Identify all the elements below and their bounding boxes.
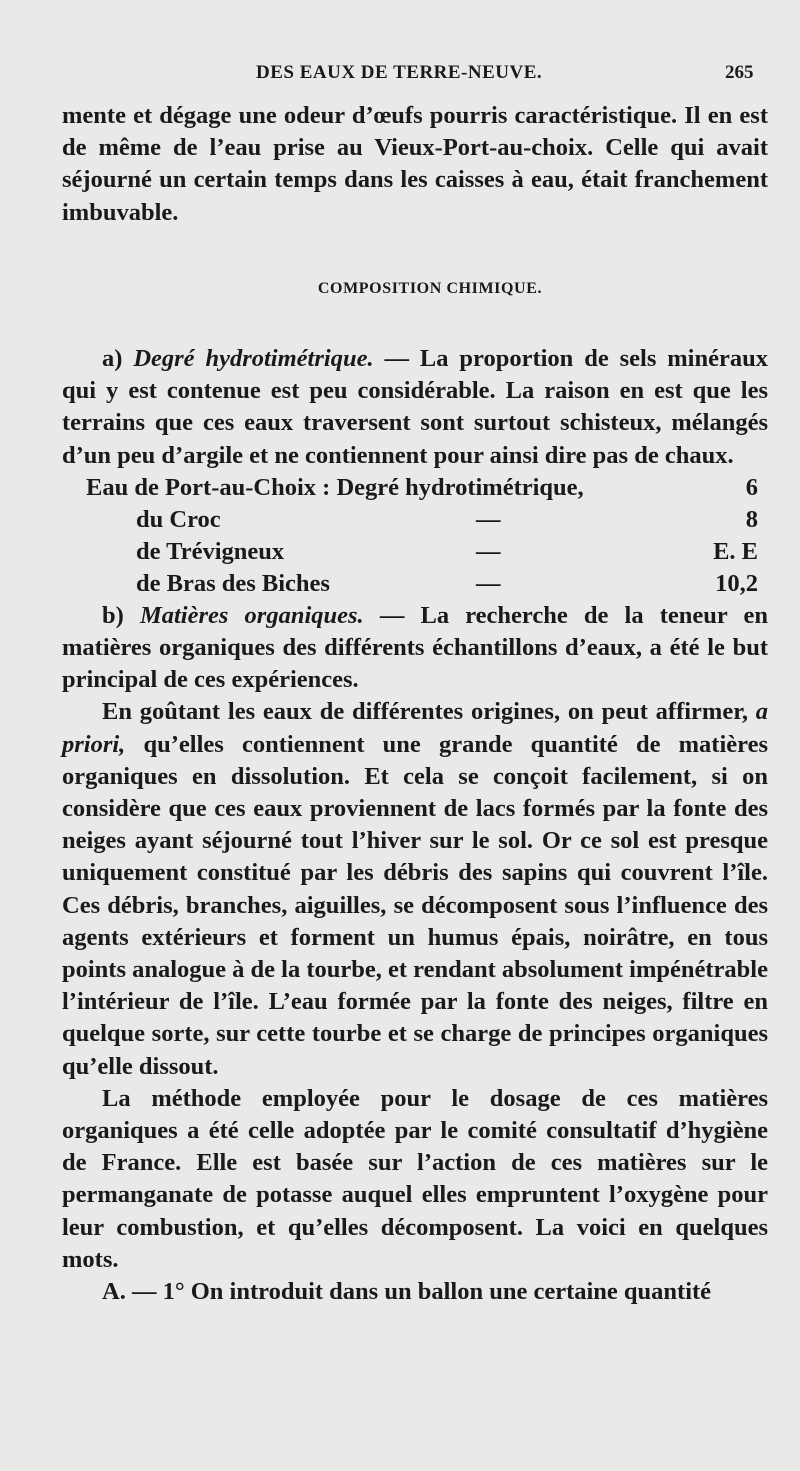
paragraph-method: La méthode employée pour le dosage de ces matières organiques a été celle adoptée par le comité consultatif d’hygiène de France. Elle est basée sur l’action de ces matières sur le permanganate de potasse auquel elles empruntent l’oxygène pour leur combustion, et qu’elles décomposent. La voici en quelques mots. — [62, 1084, 768, 1273]
paragraph-taste-before: En goûtant les eaux de différentes origines, on peut affirmer, — [102, 698, 756, 726]
table-row — [62, 472, 768, 504]
page-number: 265 — [725, 62, 754, 83]
paragraph-a: A. — 1° On introduit dans un ballon une certaine quantité — [102, 1278, 712, 1306]
paragraph-section-b — [62, 600, 768, 697]
table-row-label: Eau de Port-au-Choix : Degré hydrotimétrique, — [86, 473, 584, 501]
section-heading: COMPOSITION CHIMIQUE. — [317, 279, 543, 297]
paragraph-section-a — [62, 343, 768, 472]
paragraph-taste — [62, 696, 768, 1082]
page-body — [62, 100, 768, 1308]
running-title: DES EAUX DE TERRE-NEUVE. — [256, 62, 543, 83]
paragraph-continuation: mente et dégage une odeur d’œufs pourris caractéristique. Il en est de même de l’eau prise au Vieux-Port-au-choix. Celle qui avait séjourné un certain temps dans les caisses à eau, était franchement imbuvable. — [62, 102, 768, 226]
table-row — [62, 536, 768, 568]
section-b-text: — La recherche de la teneur en matières organiques des différents échantillons d’eaux, a été le but principal de ces expériences. — [62, 601, 768, 694]
table-row-dash: — — [476, 537, 501, 565]
paragraph-taste-after: qu’elles contiennent une grande quantité de matières organiques en dissolution. Et cela se conçoit facilement, si on considère que ces eaux proviennent de lacs formés par la fonte des neiges ayant séjourné tout l’hiver sur le sol. Or ce sol est presque uniquement constitué par les débris des sapins qui couvrent l’île. Ces débris, branches, aiguilles, se décomposent sous l’influence des agents extérieurs et forment un humus épais, noirâtre, en tous points analogue à de la tourbe, et rendant absolument impénétrable l’intérieur de l’île. L’eau formée par la fonte des neiges, filtre en quelque sorte, sur cette tourbe et se charge de principes organiques qu’elle dissout. — [62, 730, 768, 1080]
table-row — [62, 504, 768, 536]
table-row-value: E. E — [713, 537, 758, 565]
section-a-text: — La proportion de sels minéraux qui y est contenue est peu considérable. La raison en est que les terrains que ces eaux traversent sont surtout schisteux, mélangés d’un peu d’argile et ne contiennent pour ainsi dire pas de chaux. — [62, 345, 768, 469]
section-b-title: Matières organiques. — [139, 601, 364, 629]
hardness-table — [62, 472, 768, 600]
table-row-dash: — — [476, 569, 501, 597]
section-a-marker: a) — [102, 345, 134, 373]
section-a-title: Degré hydrotimétrique. — [133, 345, 374, 373]
page-header — [0, 62, 800, 92]
section-b-marker: b) — [102, 601, 140, 629]
table-row — [62, 568, 768, 600]
table-row-label: du Croc — [136, 505, 221, 533]
table-row-value: 10,2 — [715, 569, 758, 597]
table-row-value: 6 — [745, 473, 758, 501]
table-row-label: de Trévigneux — [136, 537, 285, 565]
table-row-value: 8 — [745, 505, 758, 533]
paragraph-taste-italic: a priori, — [62, 698, 768, 758]
table-row-label: de Bras des Biches — [136, 569, 330, 597]
table-row-dash: — — [476, 505, 501, 533]
